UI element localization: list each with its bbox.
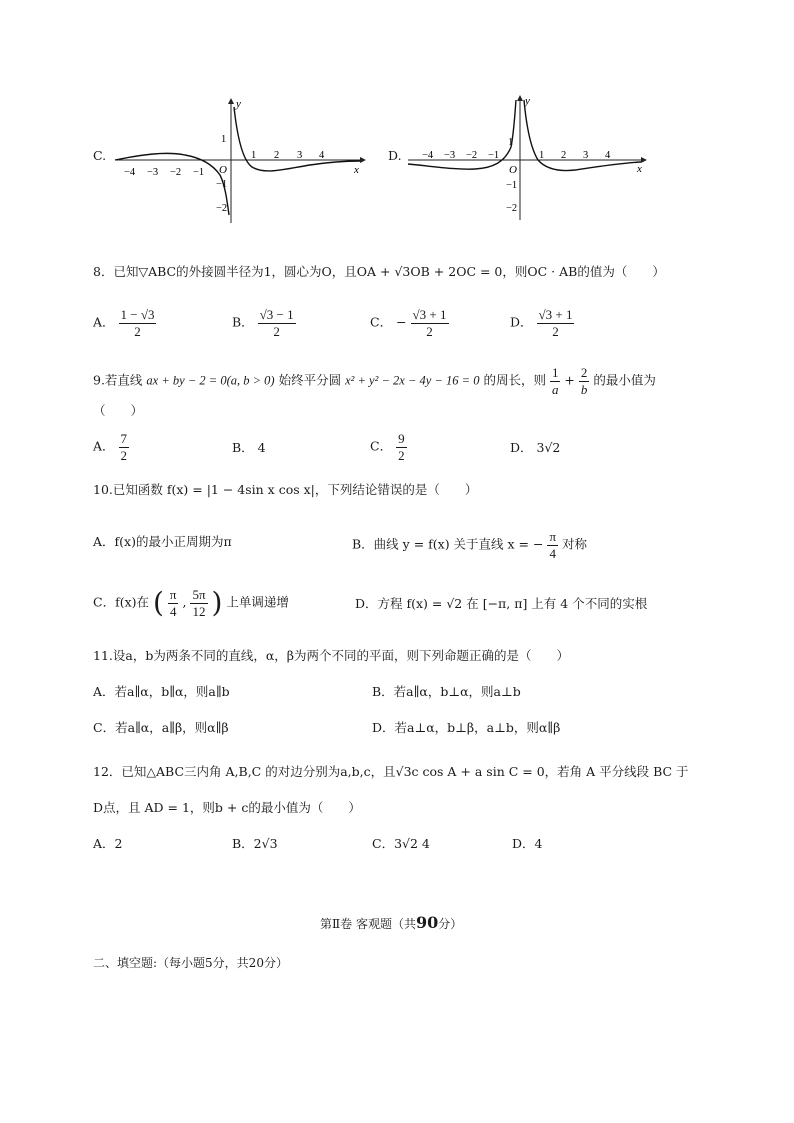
- tick-label: −1: [216, 179, 228, 190]
- question-11-stem: 11.设a，b为两条不同的直线，α，β为两个不同的平面，则下列命题正确的是（ ）: [93, 648, 570, 663]
- tick-label: −3: [444, 150, 456, 161]
- frac-num: 2: [580, 365, 588, 380]
- frac-num: √3 − 1: [259, 307, 294, 322]
- q9-frac-1: [550, 366, 561, 396]
- fill-blank-heading: 二、填空题:（每小题5分，共20分）: [93, 956, 288, 970]
- frac-den: 2: [552, 323, 559, 339]
- q11-option-b: B．若a∥α，b⊥α，则a⊥b: [372, 684, 521, 699]
- question-12-line-1: 12．已知△ABC三内角 A,B,C 的对边分别为a,b,c，且√3c cos A + a sin C = 0，若角 A 平分线段 BC 于: [93, 764, 689, 779]
- q12-option-c: C．3√2 4: [372, 836, 430, 851]
- tick-label: 4: [319, 150, 325, 161]
- minus-sign: −: [396, 314, 407, 330]
- plus-sign: +: [564, 372, 575, 388]
- q9-option-c-frac: [396, 432, 407, 462]
- tick-label: 1: [251, 150, 257, 161]
- frac-den: b: [580, 381, 588, 397]
- right-paren: ): [211, 586, 223, 620]
- q10-b-frac: [547, 530, 558, 560]
- frac-den: 4: [169, 603, 177, 619]
- q10-option-b: [352, 530, 587, 560]
- q10-c-text-b: 上单调递增: [226, 594, 289, 610]
- tick-label: 1: [221, 134, 227, 145]
- frac-num: 9: [398, 431, 405, 446]
- option-letter: D．: [510, 440, 533, 455]
- tick-label: 4: [605, 150, 611, 161]
- frac-den: 2: [273, 323, 280, 339]
- option-letter: A．: [93, 314, 115, 330]
- tick-label: −2: [216, 203, 228, 214]
- q9-text-c: 的周长，则: [483, 372, 546, 388]
- q8-option-a: [93, 308, 156, 338]
- option-value: 3√2: [536, 440, 561, 455]
- frac-den: 2: [134, 323, 141, 339]
- q9-option-b: [232, 442, 266, 455]
- frac-num: 1: [551, 365, 559, 380]
- frac-num: 1 − √3: [120, 307, 155, 322]
- section-title-num: 90: [415, 913, 439, 932]
- section-title: [320, 915, 462, 931]
- q9-text-b: 始终平分圆: [278, 372, 342, 388]
- q8-option-b-frac: [258, 308, 296, 338]
- tick-label: −1: [193, 167, 205, 178]
- q10-option-c: [93, 588, 289, 618]
- frac-num: π: [549, 529, 557, 544]
- q10-b-text-b: 对称: [562, 536, 588, 552]
- frac-den: 2: [398, 447, 405, 463]
- q9-frac-2: [579, 366, 590, 396]
- frac-num: √3 + 1: [538, 307, 573, 322]
- frac-num: 7: [120, 431, 128, 446]
- tick-label: −3: [147, 167, 159, 178]
- q8-option-d-frac: [537, 308, 575, 338]
- frac-num: √3 + 1: [412, 307, 447, 322]
- q10-option-a: A．f(x)的最小正周期为π: [93, 534, 232, 549]
- graph-d-origin: O: [509, 164, 517, 176]
- frac-num: π: [169, 587, 177, 602]
- tick-label: −2: [466, 150, 478, 161]
- option-letter: D．: [510, 314, 533, 330]
- section-title-a: 第Ⅱ卷 客观题（共: [320, 917, 416, 931]
- graph-c-origin: O: [219, 164, 227, 176]
- tick-label: −2: [506, 203, 518, 214]
- q10-c-frac-2: [190, 588, 207, 618]
- graph-c-x-label: x: [354, 164, 359, 176]
- q8-option-d: [510, 308, 574, 338]
- q10-b-text-a: B．曲线 y = f(x) 关于直线 x = −: [352, 536, 544, 552]
- tick-label: −4: [124, 167, 136, 178]
- graph-c: [110, 95, 380, 225]
- q8-option-c-frac: [411, 308, 449, 338]
- q9-option-d: [510, 442, 560, 455]
- section-title-b: 分）: [438, 917, 463, 931]
- tick-label: 1: [539, 150, 545, 161]
- option-letter: B．: [232, 440, 254, 455]
- graph-c-x-arrow: [360, 157, 366, 163]
- option-d-label: D.: [388, 148, 402, 163]
- option-letter: C．: [370, 314, 393, 330]
- q9-text-d: 的最小值为: [593, 372, 656, 388]
- q11-option-d: D．若a⊥α，b⊥β，a⊥b，则α∥β: [372, 720, 561, 735]
- graph-c-curve-right: [234, 107, 360, 171]
- question-8-stem: 8．已知▽ABC的外接圆半径为1，圆心为O，且OA + √3OB + 2OC = 0，则OC · AB的值为（ ）: [93, 264, 665, 279]
- option-letter: A．: [93, 438, 115, 454]
- q12-option-b: B．2√3: [232, 836, 278, 851]
- tick-label: 2: [561, 150, 567, 161]
- frac-den: 2: [120, 447, 128, 463]
- comma: ,: [182, 594, 187, 610]
- q10-option-d: D．方程 f(x) = √2 在 [−π, π] 上有 4 个不同的实根: [355, 596, 648, 611]
- q11-option-a: A．若a∥α，b∥α，则a∥b: [93, 684, 230, 699]
- tick-label: 3: [583, 150, 589, 161]
- frac-den: a: [551, 381, 559, 397]
- tick-label: 1: [508, 137, 514, 148]
- graph-d-x-label: x: [637, 163, 642, 175]
- option-c-label: C.: [93, 148, 107, 163]
- q9-circle-equation: x² + y² − 2x − 4y − 16 = 0: [345, 373, 480, 388]
- q11-option-c: C．若a∥α，a∥β，则α∥β: [93, 720, 229, 735]
- q9-line-equation: ax + by − 2 = 0(a, b > 0): [146, 373, 275, 388]
- graph-c-y-arrow: [228, 98, 234, 104]
- question-10-stem: 10.已知函数 f(x) = |1 − 4sin x cos x|，下列结论错误的是（ ）: [93, 482, 478, 497]
- frac-den: 12: [192, 603, 206, 619]
- option-letter: C．: [370, 438, 393, 454]
- q10-c-text-a: C．f(x)在: [93, 594, 149, 610]
- tick-label: 3: [297, 150, 303, 161]
- tick-label: 2: [274, 150, 280, 161]
- left-paren: (: [152, 586, 164, 620]
- q8-option-a-frac: [119, 308, 157, 338]
- q9-option-a: [93, 432, 129, 462]
- q9-text-a: 9.若直线: [93, 372, 143, 388]
- frac-num: 5π: [192, 587, 206, 602]
- option-value: 4: [257, 440, 266, 455]
- frac-den: 4: [549, 545, 556, 561]
- graph-d: [405, 92, 655, 222]
- q9-paren: （ ）: [93, 403, 144, 418]
- q10-c-frac-1: [168, 588, 179, 618]
- tick-label: −1: [488, 150, 500, 161]
- graph-d-y-arrow: [517, 95, 523, 101]
- q8-option-c: [370, 308, 449, 338]
- frac-den: 2: [426, 323, 433, 339]
- q8-option-b: [232, 308, 296, 338]
- q12-option-d: D．4: [512, 836, 543, 851]
- q12-option-a: A．2: [93, 836, 123, 851]
- q9-option-c: [370, 432, 407, 462]
- graph-d-y-label: y: [525, 95, 530, 107]
- graph-c-curve-left: [115, 153, 229, 215]
- tick-label: −1: [506, 180, 518, 191]
- question-9-stem: [93, 366, 656, 396]
- tick-label: −2: [170, 167, 182, 178]
- q9-option-a-frac: [119, 432, 130, 462]
- option-letter: B．: [232, 314, 254, 330]
- graph-c-y-label: y: [236, 98, 241, 110]
- graph-d-x-ticks: [422, 150, 611, 161]
- tick-label: −4: [422, 150, 434, 161]
- question-12-line-2: D点，且 AD = 1，则b + c的最小值为（ ）: [93, 800, 361, 815]
- graph-d-x-arrow: [641, 157, 647, 163]
